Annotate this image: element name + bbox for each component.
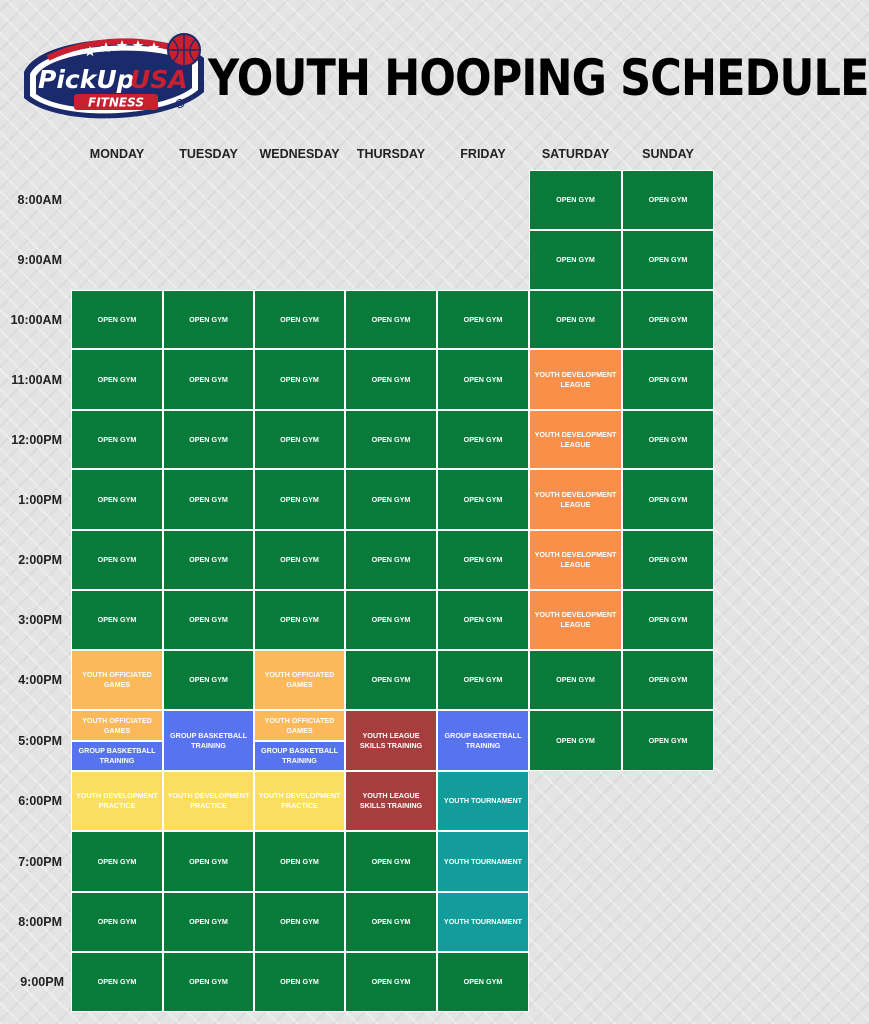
schedule-cell-label: OPEN GYM	[463, 434, 503, 444]
schedule-cell-open-gym	[71, 892, 163, 952]
schedule-cell-label: OPEN GYM	[280, 615, 319, 624]
schedule-cell-label: OPEN GYM	[97, 917, 137, 926]
schedule-cell-label: OPEN GYM	[280, 977, 319, 986]
time-label: 12:00PM	[11, 432, 62, 447]
schedule-cell-open-gym	[163, 831, 254, 892]
schedule-cell-label: YOUTH OFFICIATED GAMES	[264, 715, 335, 735]
schedule-cell-open-gym	[71, 530, 163, 590]
time-label: 10:00AM	[10, 312, 62, 327]
schedule-cell-label: OPEN GYM	[556, 255, 595, 264]
schedule-cell-label: OPEN GYM	[189, 675, 228, 684]
schedule-cell-open-gym	[345, 650, 437, 710]
schedule-cell-open-gym	[163, 290, 254, 349]
schedule-cell-open-gym	[529, 230, 622, 290]
schedule-cell-label: OPEN GYM	[97, 374, 137, 384]
schedule-cell-group-basketball-training	[254, 741, 345, 771]
schedule-cell-label: OPEN GYM	[556, 675, 595, 684]
schedule-cell-open-gym	[254, 952, 345, 1012]
schedule-cell-label: GROUP BASKETBALL TRAINING	[170, 730, 247, 750]
schedule-cell-open-gym	[437, 349, 529, 410]
schedule-cell-label: OPEN GYM	[280, 856, 319, 866]
schedule-cell-open-gym	[622, 650, 714, 710]
schedule-cell-label: OPEN GYM	[648, 195, 688, 204]
time-label: 9:00AM	[17, 253, 62, 267]
schedule-cell-open-gym	[622, 290, 714, 349]
schedule-cell-label: OPEN GYM	[280, 374, 319, 384]
time-label: 6:00PM	[18, 794, 62, 808]
schedule-cell-label: OPEN GYM	[648, 255, 688, 264]
schedule-cell-open-gym	[437, 410, 529, 469]
schedule-cell-open-gym	[163, 349, 254, 410]
schedule-cell-label: GROUP BASKETBALL TRAINING	[444, 730, 522, 750]
time-label: 9:00PM	[20, 975, 64, 989]
page-title: YOUTH HOOPING SCHEDULE	[208, 49, 869, 107]
schedule-cell-open-gym	[622, 469, 714, 530]
schedule-cell-youth-development-league	[529, 469, 622, 530]
schedule-cell-label: OPEN GYM	[280, 314, 319, 324]
schedule-cell-open-gym	[529, 710, 622, 771]
schedule-cell-label: OPEN GYM	[189, 615, 228, 624]
schedule-cell-open-gym	[163, 410, 254, 469]
time-label: 2:00PM	[18, 553, 62, 567]
schedule-cell-open-gym	[71, 349, 163, 410]
schedule-cell-open-gym	[345, 290, 437, 349]
schedule-cell-label: OPEN GYM	[648, 735, 688, 745]
schedule-cell-label: YOUTH OFFICIATED GAMES	[264, 670, 335, 689]
schedule-cell-open-gym	[437, 469, 529, 530]
schedule-cell-open-gym	[345, 349, 437, 410]
schedule-cell-open-gym	[529, 290, 622, 349]
schedule-cell-label: OPEN GYM	[97, 856, 137, 866]
day-header-friday: FRIDAY	[460, 147, 506, 161]
schedule-cell-label: OPEN GYM	[648, 555, 688, 564]
schedule-cell-open-gym	[437, 530, 529, 590]
schedule-cell-label: GROUP BASKETBALL TRAINING	[78, 746, 156, 765]
schedule-cell-open-gym	[254, 831, 345, 892]
time-label: 11:00AM	[11, 372, 62, 387]
basketball-icon	[168, 34, 200, 66]
day-header-sunday: SUNDAY	[642, 147, 694, 161]
logo-word-pickup: PickUp	[38, 65, 135, 94]
schedule-cell-label: OPEN GYM	[97, 314, 137, 324]
schedule-cell-label: OPEN GYM	[97, 494, 137, 504]
schedule-cell-label: OPEN GYM	[463, 374, 503, 384]
schedule-cell-open-gym	[345, 469, 437, 530]
schedule-cell-label: OPEN GYM	[463, 615, 503, 624]
schedule-cell-open-gym	[71, 410, 163, 469]
schedule-cell-label: OPEN GYM	[648, 675, 688, 684]
schedule-cell-youth-officiated-games	[71, 650, 163, 710]
schedule-cell-label: OPEN GYM	[648, 615, 688, 624]
schedule-cell-label: OPEN GYM	[371, 555, 411, 564]
schedule-cell-label: OPEN GYM	[371, 615, 411, 624]
schedule-cell-label: YOUTH OFFICIATED GAMES	[82, 715, 152, 735]
schedule-cell-open-gym	[622, 410, 714, 469]
schedule-cell-label: OPEN GYM	[189, 374, 228, 384]
schedule-cell-open-gym	[345, 892, 437, 952]
schedule-cell-open-gym	[71, 952, 163, 1012]
schedule-cell-open-gym	[529, 650, 622, 710]
schedule-cell-group-basketball-training	[437, 710, 529, 771]
schedule-cell-open-gym	[622, 170, 714, 230]
schedule-cell-label: OPEN GYM	[648, 434, 688, 444]
schedule-cell-label: OPEN GYM	[280, 917, 319, 926]
schedule-cell-label: OPEN GYM	[189, 555, 228, 564]
schedule-cell-label: YOUTH DEVELOPMENT LEAGUE	[534, 489, 617, 509]
schedule-cell-label: OPEN GYM	[371, 675, 411, 684]
time-label: 7:00PM	[18, 854, 62, 869]
schedule-cell-open-gym	[163, 469, 254, 530]
schedule-cell-youth-officiated-games	[254, 710, 345, 741]
schedule-cell-open-gym	[437, 290, 529, 349]
time-label: 8:00PM	[18, 915, 62, 929]
schedule-cell-youth-development-league	[529, 530, 622, 590]
schedule-cell-open-gym	[163, 590, 254, 650]
schedule-cell-label: OPEN GYM	[189, 494, 228, 504]
schedule-cell-label: YOUTH DEVELOPMENT LEAGUE	[534, 369, 617, 389]
schedule-cell-label: OPEN GYM	[97, 977, 137, 986]
schedule-cell-open-gym	[345, 590, 437, 650]
schedule-cell-youth-development-league	[529, 410, 622, 469]
schedule-cell-open-gym	[163, 530, 254, 590]
schedule-cell-open-gym	[622, 530, 714, 590]
schedule-cell-label: OPEN GYM	[463, 314, 503, 324]
schedule-cell-label: OPEN GYM	[371, 434, 411, 444]
schedule-cell-open-gym	[254, 469, 345, 530]
time-label: 3:00PM	[18, 613, 62, 627]
schedule-cell-label: OPEN GYM	[97, 555, 137, 564]
schedule-cell-youth-tournament	[437, 831, 529, 892]
day-header-monday: MONDAY	[89, 147, 145, 161]
schedule-cell-group-basketball-training	[71, 741, 163, 771]
schedule-cell-youth-league-skills-training	[345, 710, 437, 771]
schedule-cell-youth-officiated-games	[254, 650, 345, 710]
schedule-cell-group-basketball-training	[163, 710, 254, 771]
schedule-cell-label: OPEN GYM	[371, 977, 411, 986]
schedule-cell-label: YOUTH DEVELOPMENT PRACTICE	[167, 791, 250, 810]
schedule-cell-open-gym	[163, 892, 254, 952]
schedule-cell-label: OPEN GYM	[556, 195, 595, 204]
schedule-cell-label: OPEN GYM	[189, 917, 228, 926]
schedule-cell-label: GROUP BASKETBALL TRAINING	[261, 746, 338, 765]
schedule-cell-youth-development-practice	[71, 771, 163, 831]
schedule-cell-open-gym	[622, 230, 714, 290]
schedule-cell-label: OPEN GYM	[648, 314, 688, 324]
schedule-cell-label: OPEN GYM	[371, 917, 411, 926]
schedule-cell-label: OPEN GYM	[189, 434, 228, 444]
schedule-cell-label: OPEN GYM	[463, 977, 503, 986]
schedule-cell-youth-tournament	[437, 892, 529, 952]
schedule-cell-label: OPEN GYM	[371, 374, 411, 384]
schedule-cell-youth-development-practice	[254, 771, 345, 831]
schedule-cell-label: OPEN GYM	[463, 675, 503, 684]
registered-mark: ®	[174, 97, 186, 111]
schedule-cell-label: OPEN GYM	[189, 314, 228, 324]
schedule-cell-label: OPEN GYM	[280, 434, 319, 444]
schedule-cell-label: YOUTH DEVELOPMENT LEAGUE	[534, 550, 617, 569]
schedule-cell-label: OPEN GYM	[371, 856, 411, 866]
schedule-cell-label: YOUTH LEAGUE SKILLS TRAINING	[359, 791, 423, 810]
schedule-cell-label: YOUTH DEVELOPMENT LEAGUE	[534, 429, 617, 449]
schedule-cell-label: OPEN GYM	[648, 374, 688, 384]
schedule-cell-label: OPEN GYM	[280, 494, 319, 504]
day-header-thursday: THURSDAY	[356, 147, 426, 161]
schedule-cell-open-gym	[254, 290, 345, 349]
schedule-cell-open-gym	[622, 710, 714, 771]
day-header-wednesday: WEDNESDAY	[259, 147, 340, 161]
schedule-cell-open-gym	[345, 831, 437, 892]
schedule-cell-youth-tournament	[437, 771, 529, 831]
schedule-cell-open-gym	[254, 590, 345, 650]
schedule-cell-open-gym	[71, 469, 163, 530]
schedule-cell-label: OPEN GYM	[97, 615, 137, 624]
schedule-cell-label: OPEN GYM	[371, 494, 411, 504]
schedule-cell-label: OPEN GYM	[648, 494, 688, 504]
schedule-cell-label: OPEN GYM	[371, 314, 411, 324]
logo-word-usa: USA	[130, 65, 188, 94]
schedule-cell-label: YOUTH DEVELOPMENT PRACTICE	[258, 791, 341, 810]
schedule-cell-label: YOUTH LEAGUE SKILLS TRAINING	[359, 730, 423, 750]
schedule-cell-open-gym	[529, 170, 622, 230]
schedule-cell-youth-development-practice	[163, 771, 254, 831]
schedule-cell-open-gym	[254, 410, 345, 469]
schedule-cell-open-gym	[622, 349, 714, 410]
schedule-cell-youth-league-skills-training	[345, 771, 437, 831]
schedule-cell-label: YOUTH TOURNAMENT	[443, 856, 523, 866]
schedule-cell-label: YOUTH TOURNAMENT	[443, 796, 523, 805]
schedule-cell-youth-officiated-games	[71, 710, 163, 741]
schedule-cell-open-gym	[254, 530, 345, 590]
schedule-cell-open-gym	[71, 290, 163, 349]
schedule-cell-label: OPEN GYM	[556, 314, 595, 324]
day-header-tuesday: TUESDAY	[179, 147, 238, 161]
schedule-cell-youth-development-league	[529, 590, 622, 650]
time-label: 5:00PM	[18, 733, 62, 748]
schedule-cell-open-gym	[345, 410, 437, 469]
schedule-cell-label: YOUTH DEVELOPMENT LEAGUE	[534, 610, 617, 629]
time-label: 4:00PM	[18, 673, 62, 687]
schedule-cell-label: OPEN GYM	[556, 735, 595, 745]
schedule-cell-open-gym	[163, 952, 254, 1012]
schedule-cell-open-gym	[437, 590, 529, 650]
schedule-cell-open-gym	[254, 349, 345, 410]
day-header-saturday: SATURDAY	[541, 147, 610, 161]
schedule-cell-label: YOUTH TOURNAMENT	[443, 917, 523, 926]
schedule-cell-label: OPEN GYM	[463, 555, 503, 564]
schedule-cell-label: OPEN GYM	[463, 494, 503, 504]
schedule-cell-label: OPEN GYM	[280, 555, 319, 564]
schedule-cell-label: YOUTH OFFICIATED GAMES	[82, 670, 152, 689]
schedule-cell-open-gym	[163, 650, 254, 710]
schedule-cell-label: YOUTH DEVELOPMENT PRACTICE	[76, 791, 158, 810]
schedule-cell-open-gym	[254, 892, 345, 952]
schedule-cell-label: OPEN GYM	[189, 856, 228, 866]
schedule-cell-label: OPEN GYM	[97, 434, 137, 444]
schedule-cell-label: OPEN GYM	[189, 977, 228, 986]
schedule-cell-open-gym	[622, 590, 714, 650]
schedule-cell-youth-development-league	[529, 349, 622, 410]
time-label: 8:00AM	[17, 193, 62, 207]
pickupusa-logo	[18, 28, 210, 128]
schedule-cell-open-gym	[345, 530, 437, 590]
schedule-cell-open-gym	[71, 590, 163, 650]
time-label: 1:00PM	[18, 492, 62, 507]
schedule-cell-open-gym	[345, 952, 437, 1012]
header	[0, 0, 869, 140]
schedule-cell-open-gym	[437, 952, 529, 1012]
schedule-cell-open-gym	[437, 650, 529, 710]
schedule-cell-open-gym	[71, 831, 163, 892]
logo-sub-fitness: FITNESS	[88, 95, 144, 110]
